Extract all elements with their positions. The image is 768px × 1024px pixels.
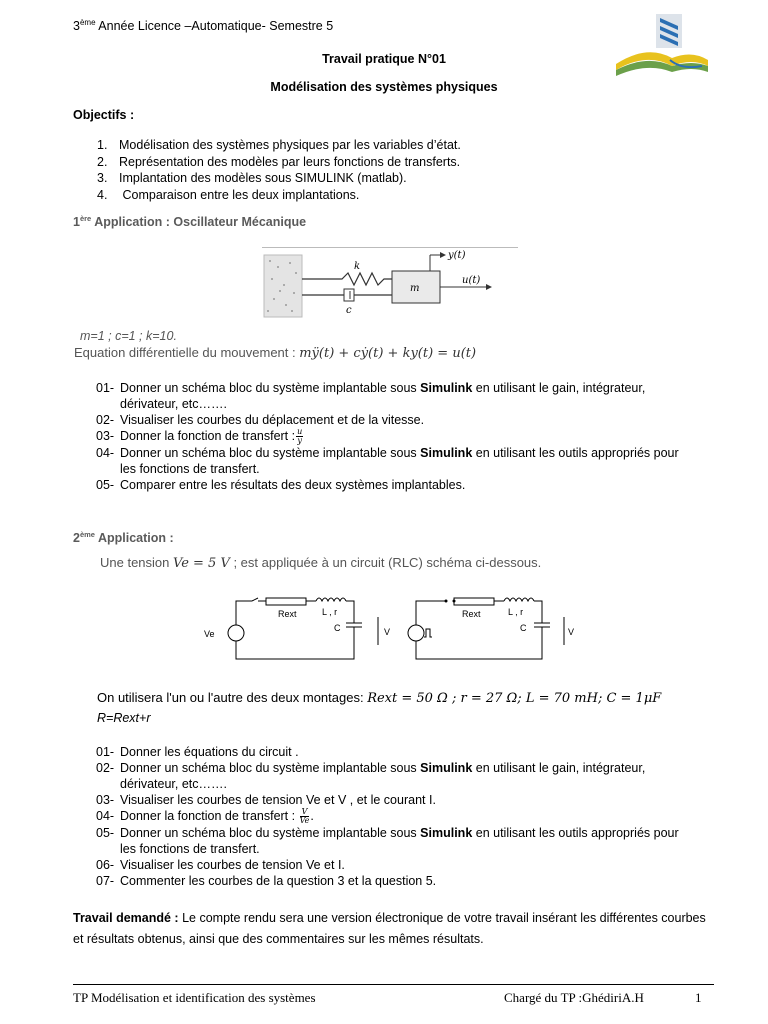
application-2-heading: 2ème Application :	[73, 530, 174, 546]
page-number: 1	[695, 990, 702, 1005]
v-label: V	[384, 627, 391, 637]
list-item: 02- Visualiser les courbes du déplacement et de la vitesse.	[96, 413, 425, 427]
list-item: 05- Comparer entre les résultats des deux systèmes implantables.	[96, 478, 466, 493]
page-header: 3ème Année Licence –Automatique- Semestre 5	[73, 18, 334, 34]
university-logo	[612, 12, 712, 82]
u-label: u(t)	[462, 275, 481, 286]
list-item: 07- Commenter les courbes de la question 3 et la question 5.	[96, 874, 437, 889]
mass-label: m	[410, 283, 420, 294]
objectifs-heading: Objectifs :	[73, 108, 135, 122]
application-2-questions	[96, 744, 696, 889]
list-item: 03- Visualiser les courbes de tension Ve et V , et le courant I.	[96, 793, 436, 807]
list-item: 3. Implantation des modèles sous SIMULINK (matlab).	[97, 171, 407, 185]
list-item: 1. Modélisation des systèmes physiques par les variables d’état.	[97, 138, 461, 152]
application-1-heading: 1ère Application : Oscillateur Mécanique	[73, 214, 307, 230]
differential-equation: Equation différentielle du mouvement : mÿ(t) + cẏ(t) + ky(t) = u(t)	[74, 345, 477, 361]
list-item: 04- Donner un schéma bloc du système implantable sous Simulink en utilisant les outils appropriés pour les fonctions de transfert.	[96, 446, 679, 477]
objectifs-list	[97, 137, 461, 203]
parameters: m=1 ; c=1 ; k=10.	[80, 329, 177, 343]
damper-label: c	[346, 305, 352, 316]
list-item: 05- Donner un schéma bloc du système implantable sous Simulink en utilisant les outils appropriés pour les fonctions de transfert.	[96, 826, 679, 857]
list-item: 06- Visualiser les courbes de tension Ve et I.	[96, 858, 345, 873]
ve-label: Ve	[204, 629, 215, 639]
list-item: 04- Donner la fonction de transfert : $\frac{V}{Ve}$ .	[96, 807, 314, 826]
tp-title: Travail pratique N°01	[322, 52, 446, 66]
rext-label-2: Rext	[462, 609, 481, 619]
montage-values: On utilisera l'un ou l'autre des deux montages: Rext = 50 Ω ; r = 27 Ω; L = 70 mH; C = 1μF	[97, 690, 662, 706]
list-item: 02- Donner un schéma bloc du système implantable sous Simulink en utilisant le gain, intégrateur, dérivateur, etc…….	[96, 761, 646, 791]
lr-label-2: L , r	[508, 607, 524, 617]
spring-label: k	[354, 261, 361, 272]
fraction-u-y: $\frac{u}{y}$	[297, 427, 303, 446]
footer-instructor: Chargé du TP :GhédiriA.H	[504, 990, 644, 1005]
lr-label: L , r	[322, 607, 338, 617]
rlc-circuit-figure	[200, 597, 580, 667]
list-item: 03- Donner la fonction de transfert : $\frac{u}{y}$	[96, 427, 303, 446]
rext-label: Rext	[278, 609, 297, 619]
footer-divider	[73, 984, 714, 985]
fraction-v-ve: $\frac{V}{Ve}$	[299, 807, 310, 826]
c-label: C	[334, 623, 341, 633]
list-item: 2. Représentation des modèles par leurs fonctions de transferts.	[97, 154, 461, 169]
c-label-2: C	[520, 623, 527, 633]
list-item: 01- Donner les équations du circuit .	[96, 745, 299, 759]
application-1-questions	[96, 380, 696, 493]
travail-demande: Travail demandé : Le compte rendu sera une version électronique de votre travail insérant les différentes courbes et résultats obtenus, ainsi que des commentaires sur les mêmes résultats.	[73, 911, 706, 946]
y-label: y(t)	[448, 250, 466, 261]
mechanical-oscillator-figure	[262, 243, 518, 323]
tp-subtitle: Modélisation des systèmes physiques	[270, 80, 498, 94]
list-item: 01- Donner un schéma bloc du système implantable sous Simulink en utilisant le gain, intégrateur, dérivateur, etc…….	[96, 381, 646, 411]
footer-course: TP Modélisation et identification des systèmes	[73, 990, 316, 1005]
v-label-2: V	[568, 627, 575, 637]
list-item: 4. Comparaison entre les deux implantations.	[97, 187, 360, 202]
r-relation: R=Rext+r	[97, 711, 151, 725]
tension-statement: Une tension Ve = 5 V ; est appliquée à un circuit (RLC) schéma ci-dessous.	[100, 555, 542, 571]
